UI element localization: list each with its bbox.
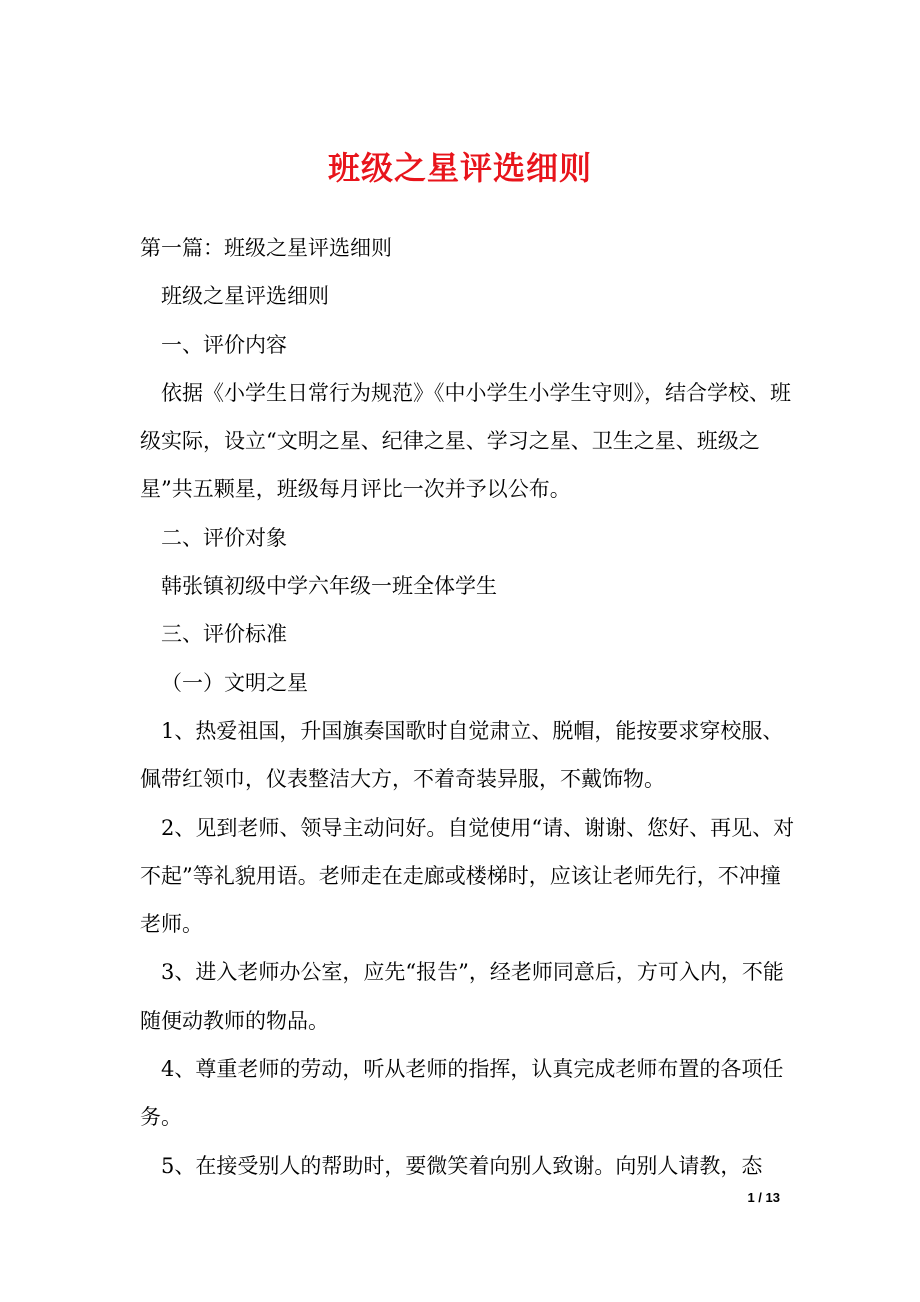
paragraph-subtitle: 班级之星评选细则 xyxy=(161,284,329,309)
document-body xyxy=(140,224,800,1190)
paragraph-rule-1: 1、热爱祖国，升国旗奏国歌时自觉肃立、脱帽，能按要求穿校服、佩带红领巾，仪表整洁大方，不着奇装异服，不戴饰物。 xyxy=(140,718,784,792)
paragraph-rule-4: 4、尊重老师的劳动，听从老师的指挥，认真完成老师布置的各项任务。 xyxy=(140,1057,784,1130)
paragraph-heading-evaluation-standard: 三、评价标准 xyxy=(161,622,287,647)
paragraph-rule-3: 3、进入老师办公室，应先“报告”，经老师同意后，方可入内，不能随便动教师的物品。 xyxy=(140,960,784,1033)
document-title: 班级之星评选细则 xyxy=(327,149,592,187)
page-number: 1 / 13 xyxy=(747,1190,780,1205)
paragraph-rule-5: 5、在接受别人的帮助时，要微笑着向别人致谢。向别人请教，态 xyxy=(161,1153,763,1178)
paragraph-rule-2: 2、见到老师、领导主动问好。自觉使用“请、谢谢、您好、再见、对不起”等礼貌用语。老师走在走廊或楼梯时，应该让老师先行，不冲撞老师。 xyxy=(140,815,795,937)
paragraph-evaluation-target: 韩张镇初级中学六年级一班全体学生 xyxy=(161,574,497,599)
paragraph-heading-evaluation-target: 二、评价对象 xyxy=(161,525,287,550)
paragraph-evaluation-content: 依据《小学生日常行为规范》《中小学生小学生守则》，结合学校、班级实际，设立“文明之星、纪律之星、学习之星、卫生之星、班级之星”共五颗星，班级每月评比一次并予以公布。 xyxy=(140,380,791,502)
paragraph-heading-evaluation-content: 一、评价内容 xyxy=(161,332,287,357)
paragraph-heading-civility-star: （一）文明之星 xyxy=(161,670,308,695)
paragraph-section-heading: 第一篇：班级之星评选细则 xyxy=(140,236,392,260)
